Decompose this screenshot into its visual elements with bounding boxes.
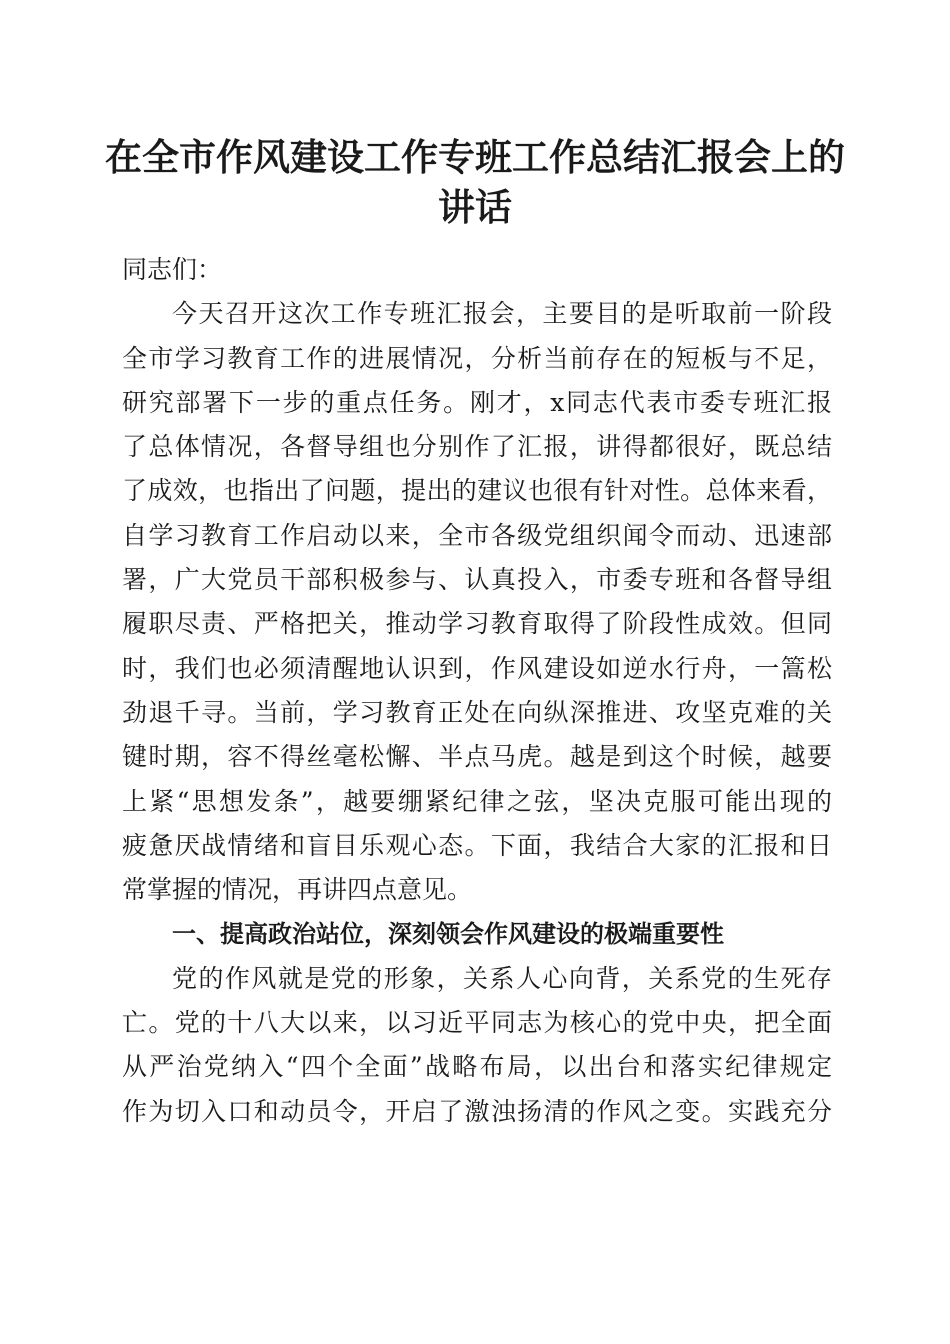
text-line: 研究部署下一步的重点任务。刚才，x同志代表市委专班汇报 bbox=[122, 387, 832, 417]
text-line: 今天召开这次工作专班汇报会，主要目的是听取前一阶段 bbox=[172, 299, 832, 329]
paragraph-1 bbox=[122, 292, 832, 912]
text-line: 疲惫厌战情绪和盲目乐观心态。下面，我结合大家的汇报和日 bbox=[122, 830, 832, 860]
text-line: 键时期，容不得丝毫松懈、半点马虎。越是到这个时候，越要 bbox=[122, 742, 832, 772]
text-line: 常掌握的情况，再讲四点意见。 bbox=[122, 875, 473, 905]
text-line: 自学习教育工作启动以来，全市各级党组织闻令而动、迅速部 bbox=[122, 520, 832, 550]
text-line: 了总体情况，各督导组也分别作了汇报，讲得都很好，既总结 bbox=[122, 432, 832, 462]
salutation: 同志们： bbox=[122, 255, 223, 284]
text-line: 全市学习教育工作的进展情况，分析当前存在的短板与不足， bbox=[122, 343, 832, 373]
document-title bbox=[100, 132, 850, 232]
text-line: 作为切入口和动员令，开启了激浊扬清的作风之变。实践充分 bbox=[122, 1096, 832, 1126]
text-line: 上紧“思想发条”，越要绷紧纪律之弦，坚决克服可能出现的 bbox=[122, 786, 832, 816]
title-line: 讲话 bbox=[438, 185, 512, 229]
section-heading: 一、提高政治站位，深刻领会作风建设的极端重要性 bbox=[172, 920, 724, 949]
text-line: 从严治党纳入“四个全面”战略布局，以出台和落实纪律规定 bbox=[122, 1052, 832, 1082]
text-line: 了成效，也指出了问题，提出的建议也很有针对性。总体来看， bbox=[122, 476, 832, 506]
text-line: 亡。党的十八大以来，以习近平同志为核心的党中央，把全面 bbox=[122, 1008, 832, 1038]
text-line: 党的作风就是党的形象，关系人心向背，关系党的生死存 bbox=[172, 963, 832, 993]
paragraph-2 bbox=[122, 957, 832, 1134]
document-body bbox=[122, 248, 832, 1134]
text-line: 时，我们也必须清醒地认识到，作风建设如逆水行舟，一篙松 bbox=[122, 653, 832, 683]
text-line: 履职尽责、严格把关，推动学习教育取得了阶段性成效。但同 bbox=[122, 609, 832, 639]
text-line: 劲退千寻。当前，学习教育正处在向纵深推进、攻坚克难的关 bbox=[122, 697, 832, 727]
title-line: 在全市作风建设工作专班工作总结汇报会上的 bbox=[105, 135, 845, 179]
text-line: 署，广大党员干部积极参与、认真投入，市委专班和各督导组 bbox=[122, 565, 832, 595]
